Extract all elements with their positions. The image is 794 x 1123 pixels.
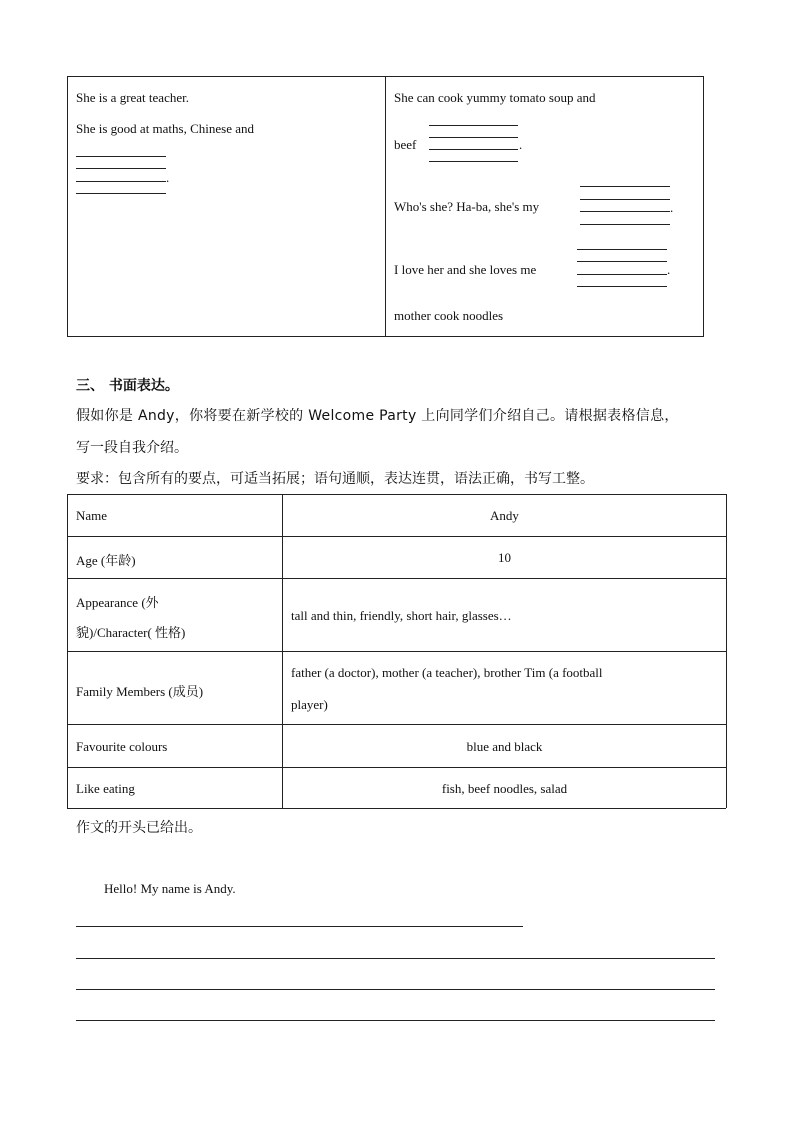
- left-cell-end-mark: .: [166, 170, 170, 185]
- word-bank: mother cook noodles: [394, 308, 504, 323]
- row-value-family-1: father (a doctor), mother (a teacher), brother Tim (a football: [291, 665, 603, 680]
- whos-end-mark: .: [670, 200, 674, 215]
- blank-line[interactable]: [577, 286, 667, 287]
- blank-line[interactable]: [577, 249, 667, 250]
- blank-line[interactable]: [76, 193, 166, 194]
- row-border: [67, 494, 726, 495]
- blank-line[interactable]: [580, 186, 670, 187]
- blank-line[interactable]: [580, 211, 670, 212]
- writing-line[interactable]: [76, 926, 523, 927]
- row-label-name: Name: [76, 508, 108, 523]
- right-cell-line-1: She can cook yummy tomato soup and: [394, 90, 596, 105]
- left-cell-line-2: She is good at maths, Chinese and: [76, 121, 255, 136]
- row-border: [67, 651, 726, 652]
- writing-line[interactable]: [76, 989, 715, 990]
- right-cell-beef: beef: [394, 137, 417, 152]
- writing-line[interactable]: [76, 958, 715, 959]
- table-border-right: [703, 76, 704, 336]
- col-border: [282, 494, 283, 808]
- row-border: [67, 724, 726, 725]
- right-cell-whos-she: Who's she? Ha-ba, she's my: [394, 199, 540, 214]
- table-divider: [385, 76, 386, 336]
- left-cell-line-1: She is a great teacher.: [76, 90, 189, 105]
- row-border: [67, 767, 726, 768]
- blank-line[interactable]: [580, 224, 670, 225]
- beef-end-mark: .: [519, 137, 523, 152]
- right-cell-love: I love her and she loves me: [394, 262, 537, 277]
- row-border: [67, 536, 726, 537]
- row-border: [67, 808, 726, 809]
- essay-note: 作文的开头已给出。: [76, 820, 202, 836]
- section-title: 三、 书面表达。: [76, 378, 179, 394]
- blank-line[interactable]: [76, 168, 166, 169]
- row-value-appearance: tall and thin, friendly, short hair, glasses…: [291, 608, 512, 623]
- row-label-appearance-2: 貌)/Character( 性格): [76, 625, 186, 640]
- row-label-eating: Like eating: [76, 781, 135, 796]
- section-requirement: 要求：包含所有的要点，可适当拓展；语句通顺，表达连贯，语法正确，书写工整。: [76, 471, 594, 487]
- blank-line[interactable]: [76, 181, 166, 182]
- col-border: [726, 494, 727, 808]
- section-intro-2: 写一段自我介绍。: [76, 440, 188, 456]
- col-border: [67, 494, 68, 808]
- row-value-colours: blue and black: [466, 739, 543, 754]
- row-value-eating: fish, beef noodles, salad: [441, 781, 568, 796]
- table-border-bottom: [67, 336, 704, 337]
- blank-line[interactable]: [76, 156, 166, 157]
- blank-line[interactable]: [429, 125, 518, 126]
- blank-line[interactable]: [580, 199, 670, 200]
- row-value-age: 10: [498, 550, 511, 565]
- row-label-family: Family Members (成员): [76, 684, 204, 699]
- row-border: [67, 578, 726, 579]
- row-label-appearance-1: Appearance (外: [76, 595, 159, 610]
- blank-line[interactable]: [429, 149, 518, 150]
- blank-line[interactable]: [429, 161, 518, 162]
- section-intro-1: 假如你是 Andy，你将要在新学校的 Welcome Party 上向同学们介绍自己。请根据表格信息，: [76, 408, 679, 424]
- writing-line[interactable]: [76, 1020, 715, 1021]
- essay-opening: Hello! My name is Andy.: [104, 881, 236, 896]
- table-border-left: [67, 76, 68, 336]
- blank-line[interactable]: [577, 274, 667, 275]
- row-value-family-2: player): [291, 697, 328, 712]
- row-value-name: Andy: [490, 508, 519, 523]
- love-end-mark: .: [667, 262, 671, 277]
- blank-line[interactable]: [577, 261, 667, 262]
- blank-line[interactable]: [429, 137, 518, 138]
- row-label-colours: Favourite colours: [76, 739, 168, 754]
- row-label-age: Age (年龄): [76, 553, 136, 568]
